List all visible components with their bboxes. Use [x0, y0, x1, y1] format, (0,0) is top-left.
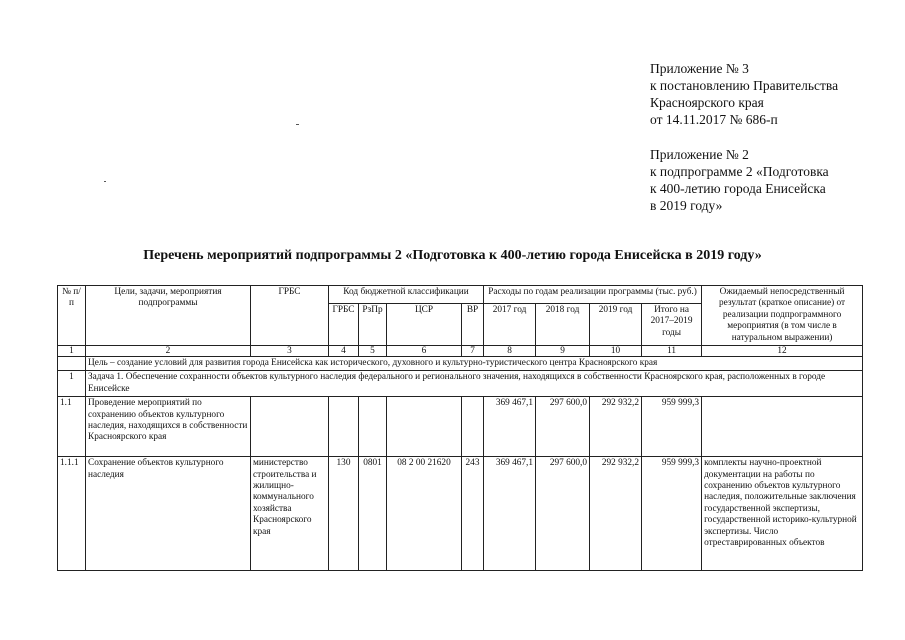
- col-number: 9: [536, 346, 590, 357]
- table-row: [58, 457, 863, 571]
- col-number: 6: [387, 346, 462, 357]
- row-name: Проведение мероприятий по сохранению объектов культурного наследия, находящихся в собственности Красноярского края: [86, 397, 251, 457]
- col-number: 2: [86, 346, 251, 357]
- row-grbs: [251, 397, 329, 457]
- row-num: 1.1: [58, 397, 86, 457]
- goal-row: [58, 357, 863, 371]
- row-2019: 292 932,2: [590, 397, 642, 457]
- column-numbers-row: [58, 346, 863, 357]
- row-2017: 369 467,1: [484, 397, 536, 457]
- appendix-line: к 400-летию города Енисейска: [650, 181, 826, 196]
- scan-speck: [296, 124, 299, 125]
- row-total: 959 999,3: [642, 457, 702, 571]
- appendix-line: от 14.11.2017 № 686-п: [650, 112, 778, 127]
- spacer: [650, 128, 838, 146]
- scan-speck: [104, 181, 106, 182]
- goal-num-cell: [58, 357, 86, 371]
- subheader-csr: ЦСР: [387, 304, 462, 346]
- header-row: [58, 286, 863, 304]
- appendix-block: [650, 60, 838, 214]
- row-name: Сохранение объектов культурного наследия: [86, 457, 251, 571]
- row-vr: 243: [462, 457, 484, 571]
- measures-table: [57, 285, 863, 571]
- row-grbs-code: [329, 397, 359, 457]
- row-result: комплекты научно-проектной документации на работы по сохранению объектов культурного наследия, положительные заключения государственной экспертизы, государственной историко-культурной экспертизы. Число отреставрированных объектов: [702, 457, 863, 571]
- row-total: 959 999,3: [642, 397, 702, 457]
- row-rzpr: [359, 397, 387, 457]
- table-row: [58, 397, 863, 457]
- col-number: 11: [642, 346, 702, 357]
- subheader-grbs: ГРБС: [329, 304, 359, 346]
- header-expenses: Расходы по годам реализации программы (тыс. руб.): [484, 286, 702, 304]
- appendix-line: Приложение № 3: [650, 61, 749, 76]
- col-number: 8: [484, 346, 536, 357]
- task-text: Задача 1. Обеспечение сохранности объектов культурного наследия федерального и регионального значения, находящихся в собственности Красноярского края, расположенных в городе Енисейске: [86, 371, 863, 397]
- row-grbs: министерство строительства и жилищно-коммунального хозяйства Красноярского края: [251, 457, 329, 571]
- appendix-line: Приложение № 2: [650, 147, 749, 162]
- row-vr: [462, 397, 484, 457]
- row-2018: 297 600,0: [536, 397, 590, 457]
- appendix-line: в 2019 году»: [650, 198, 723, 213]
- subheader-2017: 2017 год: [484, 304, 536, 346]
- subheader-2019: 2019 год: [590, 304, 642, 346]
- row-grbs-code: 130: [329, 457, 359, 571]
- col-number: 1: [58, 346, 86, 357]
- appendix-line: к постановлению Правительства: [650, 78, 839, 93]
- row-2017: 369 467,1: [484, 457, 536, 571]
- col-number: 3: [251, 346, 329, 357]
- row-result: [702, 397, 863, 457]
- goal-text: Цель – создание условий для развития города Енисейска как исторического, духовного и культурно-туристического центра Красноярского края: [86, 357, 863, 371]
- col-number: 10: [590, 346, 642, 357]
- subheader-rzpr: РзПр: [359, 304, 387, 346]
- row-rzpr: 0801: [359, 457, 387, 571]
- row-2018: 297 600,0: [536, 457, 590, 571]
- col-number: 7: [462, 346, 484, 357]
- row-num: 1.1.1: [58, 457, 86, 571]
- row-csr: 08 2 00 21620: [387, 457, 462, 571]
- header-goals: Цели, задачи, мероприятия подпрограммы: [86, 286, 251, 346]
- row-2019: 292 932,2: [590, 457, 642, 571]
- subheader-2018: 2018 год: [536, 304, 590, 346]
- subheader-total: Итого на 2017–2019 годы: [642, 304, 702, 346]
- task-row: [58, 371, 863, 397]
- header-result: Ожидаемый непосредственный результат (краткое описание) от реализации подпрограммного мероприятия (в том числе в натуральном выражении): [702, 286, 863, 346]
- col-number: 12: [702, 346, 863, 357]
- appendix-line: к подпрограмме 2 «Подготовка: [650, 164, 829, 179]
- document-title: Перечень мероприятий подпрограммы 2 «Подготовка к 400-летию города Енисейска в 2019 году»: [143, 248, 762, 263]
- task-num: 1: [58, 371, 86, 397]
- col-number: 4: [329, 346, 359, 357]
- row-csr: [387, 397, 462, 457]
- header-budget-code: Код бюджетной классификации: [329, 286, 484, 304]
- col-number: 5: [359, 346, 387, 357]
- subheader-vr: ВР: [462, 304, 484, 346]
- header-grbs: ГРБС: [251, 286, 329, 346]
- header-num: № п/п: [58, 286, 86, 346]
- appendix-line: Красноярского края: [650, 95, 764, 110]
